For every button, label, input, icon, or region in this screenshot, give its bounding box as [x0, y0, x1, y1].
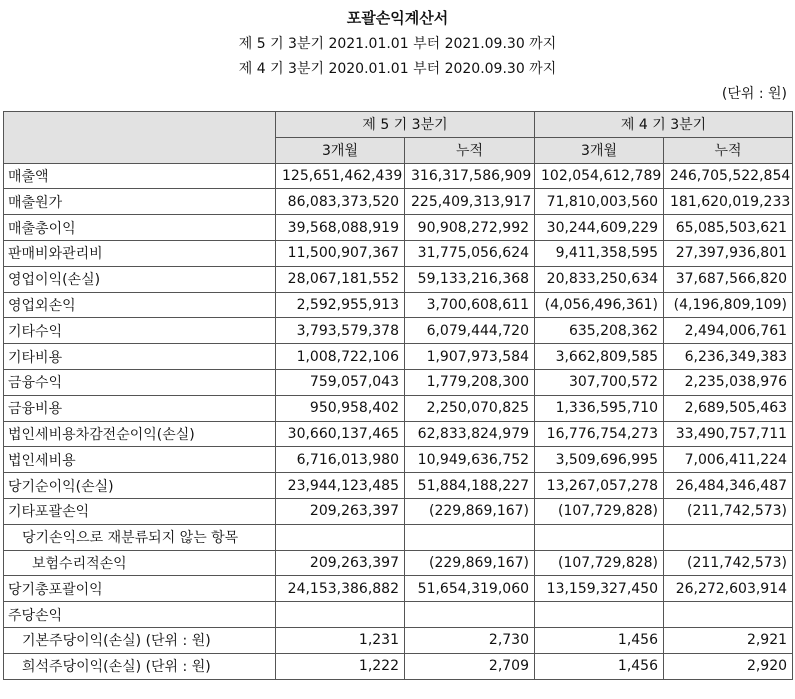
table-row	[4, 292, 793, 318]
header-current-3month: 3개월	[276, 137, 405, 163]
table-row	[4, 395, 793, 421]
value-cell: 2,921	[664, 627, 793, 653]
value-cell: 28,067,181,552	[276, 266, 405, 292]
header-prior-3month: 3개월	[535, 137, 664, 163]
value-cell: 1,222	[276, 653, 405, 679]
value-cell: 2,730	[405, 627, 535, 653]
value-cell: 246,705,522,854	[664, 163, 793, 189]
row-label: 매출액	[4, 163, 276, 189]
value-cell: 1,231	[276, 627, 405, 653]
row-label: 당기손익으로 재분류되지 않는 항목	[4, 524, 276, 550]
value-cell: 125,651,462,439	[276, 163, 405, 189]
value-cell: 950,958,402	[276, 395, 405, 421]
row-label: 법인세비용차감전순이익(손실)	[4, 421, 276, 447]
value-cell: 10,949,636,752	[405, 447, 535, 473]
value-cell: 27,397,936,801	[664, 240, 793, 266]
value-cell: 51,654,319,060	[405, 576, 535, 602]
value-cell: 51,884,188,227	[405, 473, 535, 499]
value-cell: 90,908,272,992	[405, 215, 535, 241]
row-label: 보험수리적손익	[4, 550, 276, 576]
value-cell: 62,833,824,979	[405, 421, 535, 447]
table-row	[4, 189, 793, 215]
header-group-current: 제 5 기 3분기	[276, 112, 535, 138]
page-title: 포괄손익계산서	[346, 9, 449, 27]
value-cell: 2,709	[405, 653, 535, 679]
header-row-groups	[4, 112, 793, 138]
value-cell: 20,833,250,634	[535, 266, 664, 292]
row-label: 매출원가	[4, 189, 276, 215]
value-cell: (229,869,167)	[405, 550, 535, 576]
value-cell: 3,700,608,611	[405, 292, 535, 318]
value-cell: (107,729,828)	[535, 550, 664, 576]
value-cell: 209,263,397	[276, 498, 405, 524]
value-cell: 1,008,722,106	[276, 344, 405, 370]
value-cell: (229,869,167)	[405, 498, 535, 524]
row-label: 기타수익	[4, 318, 276, 344]
row-label: 금융수익	[4, 369, 276, 395]
header-prior-cumulative: 누적	[664, 137, 793, 163]
period-current: 제 5 기 3분기 2021.01.01 부터 2021.09.30 까지	[238, 36, 557, 52]
table-row	[4, 344, 793, 370]
row-label: 주당손익	[4, 602, 276, 628]
row-label: 매출총이익	[4, 215, 276, 241]
value-cell: (211,742,573)	[664, 550, 793, 576]
value-cell: 31,775,056,624	[405, 240, 535, 266]
row-label: 영업이익(손실)	[4, 266, 276, 292]
value-cell: 71,810,003,560	[535, 189, 664, 215]
value-cell	[535, 602, 664, 628]
value-cell: 24,153,386,882	[276, 576, 405, 602]
value-cell: 1,336,595,710	[535, 395, 664, 421]
table-row	[4, 473, 793, 499]
value-cell: 26,484,346,487	[664, 473, 793, 499]
value-cell	[535, 524, 664, 550]
value-cell: 3,662,809,585	[535, 344, 664, 370]
value-cell: 6,079,444,720	[405, 318, 535, 344]
value-cell: (211,742,573)	[664, 498, 793, 524]
value-cell: 37,687,566,820	[664, 266, 793, 292]
value-cell: 65,085,503,621	[664, 215, 793, 241]
table-row	[4, 627, 793, 653]
value-cell: 1,907,973,584	[405, 344, 535, 370]
value-cell: (4,056,496,361)	[535, 292, 664, 318]
value-cell: 3,509,696,995	[535, 447, 664, 473]
value-cell: 209,263,397	[276, 550, 405, 576]
table-row	[4, 163, 793, 189]
value-cell: 13,267,057,278	[535, 473, 664, 499]
income-statement-table	[3, 111, 793, 680]
value-cell: 39,568,088,919	[276, 215, 405, 241]
value-cell: 2,235,038,976	[664, 369, 793, 395]
value-cell: 9,411,358,595	[535, 240, 664, 266]
table-row	[4, 369, 793, 395]
value-cell	[276, 524, 405, 550]
value-cell: 181,620,019,233	[664, 189, 793, 215]
value-cell: 2,920	[664, 653, 793, 679]
table-row	[4, 576, 793, 602]
value-cell: 7,006,411,224	[664, 447, 793, 473]
value-cell: 759,057,043	[276, 369, 405, 395]
row-label: 기타포괄손익	[4, 498, 276, 524]
value-cell: (107,729,828)	[535, 498, 664, 524]
value-cell: 30,660,137,465	[276, 421, 405, 447]
value-cell	[405, 524, 535, 550]
row-label: 희석주당이익(손실) (단위 : 원)	[4, 653, 276, 679]
value-cell: (4,196,809,109)	[664, 292, 793, 318]
value-cell: 23,944,123,485	[276, 473, 405, 499]
value-cell: 86,083,373,520	[276, 189, 405, 215]
value-cell	[276, 602, 405, 628]
value-cell	[664, 524, 793, 550]
row-label: 당기순이익(손실)	[4, 473, 276, 499]
table-row	[4, 524, 793, 550]
row-label: 기타비용	[4, 344, 276, 370]
value-cell: 6,716,013,980	[276, 447, 405, 473]
value-cell: 3,793,579,378	[276, 318, 405, 344]
value-cell	[664, 602, 793, 628]
row-label: 영업외손익	[4, 292, 276, 318]
value-cell: 26,272,603,914	[664, 576, 793, 602]
value-cell: 2,592,955,913	[276, 292, 405, 318]
header-label-cell	[4, 112, 276, 164]
header-current-cumulative: 누적	[405, 137, 535, 163]
table-row	[4, 215, 793, 241]
value-cell: 225,409,313,917	[405, 189, 535, 215]
value-cell: 2,689,505,463	[664, 395, 793, 421]
table-row	[4, 653, 793, 679]
row-label: 법인세비용	[4, 447, 276, 473]
row-label: 당기총포괄이익	[4, 576, 276, 602]
value-cell: 6,236,349,383	[664, 344, 793, 370]
table-row	[4, 498, 793, 524]
value-cell: 16,776,754,273	[535, 421, 664, 447]
value-cell: 102,054,612,789	[535, 163, 664, 189]
value-cell	[405, 602, 535, 628]
row-label: 금융비용	[4, 395, 276, 421]
table-row	[4, 240, 793, 266]
value-cell: 13,159,327,450	[535, 576, 664, 602]
period-prior: 제 4 기 3분기 2020.01.01 부터 2020.09.30 까지	[238, 61, 557, 77]
value-cell: 30,244,609,229	[535, 215, 664, 241]
value-cell: 2,250,070,825	[405, 395, 535, 421]
table-row	[4, 550, 793, 576]
value-cell: 11,500,907,367	[276, 240, 405, 266]
value-cell: 316,317,586,909	[405, 163, 535, 189]
value-cell: 1,456	[535, 653, 664, 679]
table-row	[4, 447, 793, 473]
value-cell: 2,494,006,761	[664, 318, 793, 344]
table-row	[4, 266, 793, 292]
value-cell: 307,700,572	[535, 369, 664, 395]
row-label: 기본주당이익(손실) (단위 : 원)	[4, 627, 276, 653]
value-cell: 635,208,362	[535, 318, 664, 344]
row-label: 판매비와관리비	[4, 240, 276, 266]
unit-label: (단위 : 원)	[721, 86, 787, 102]
table-row	[4, 421, 793, 447]
value-cell: 1,456	[535, 627, 664, 653]
table-row	[4, 602, 793, 628]
value-cell: 1,779,208,300	[405, 369, 535, 395]
value-cell: 59,133,216,368	[405, 266, 535, 292]
header-group-prior: 제 4 기 3분기	[535, 112, 793, 138]
table-row	[4, 318, 793, 344]
value-cell: 33,490,757,711	[664, 421, 793, 447]
